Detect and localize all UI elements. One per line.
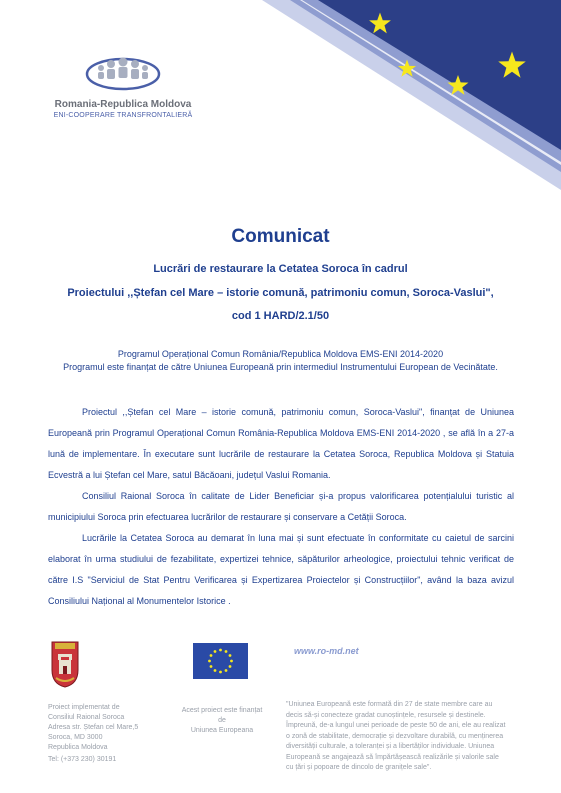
footer-left-line: Adresa str. Ștefan cel Mare,5	[48, 724, 139, 731]
subtitle-line-1: Lucrări de restaurare la Cetatea Soroca în cadrul	[153, 263, 408, 275]
page-title: Comunicat	[231, 226, 330, 247]
body-text	[48, 402, 514, 612]
program-logo	[48, 52, 198, 119]
program-line-2: Programul este finanțat de către Uniunea Europeană prin intermediul Instrumentului European de Vecinătate.	[63, 362, 498, 372]
website-link[interactable]: www.ro-md.net	[294, 646, 359, 656]
footer-eu-statement: "Uniunea Europeană este formată din 27 de state membre care au decis să-și conecteze gradat cunoștințele, resursele și destinele. Împreună, de-a lungul unei perioade de peste 50 de ani, ele au realizat o zonă de stabilitate, democrație și dezvoltare durabilă, cu menținerea diversității culturale, a toleranței și a libertăților individuale. Uniunea Europeană se angajează să împărtășească realizările și valorile sale cu țări și popoare de dincolo de granițele sale".	[286, 701, 506, 771]
subtitle-line-2: Proiectului ,,Ștefan cel Mare – istorie comună, patrimoniu comun, Soroca-Vaslui",	[67, 287, 494, 299]
program-line-1: Programul Operațional Comun România/Republica Moldova EMS-ENI 2014-2020	[117, 349, 444, 359]
eu-flag-icon	[193, 643, 248, 679]
footer-middle-line: Uniunea Europeana	[190, 727, 254, 734]
paragraph: Lucrările la Cetatea Soroca au demarat în luna mai și sunt efectuate în conformitate cu caietul de sarcini elaborat în urma studiului de fezabilitate, expertizei tehnice, săpăturilor arheologice, proiectului tehnic verificat de către I.S "Serviciul de Stat Pentru Verificarea și Expertizarea Proiectelor și Construcțiilor", având la baza avizul Consiliului Național al Monumentelor Istorice .	[48, 533, 514, 606]
logo-subtitle: ENI-COOPERARE TRANSFRONTALIERĂ	[53, 112, 193, 119]
footer-middle-line: Acest proiect este finanțat	[181, 707, 263, 714]
footer-left-line: Republica Moldova	[48, 744, 108, 751]
footer-middle-line: de	[218, 717, 226, 724]
footer-funding	[172, 706, 272, 736]
logo-title: Romania-Republica Moldova	[54, 99, 192, 110]
subtitle-line-3: cod 1 HARD/2.1/50	[231, 310, 330, 322]
paragraph: Proiectul ,,Ștefan cel Mare – istorie comună, patrimoniu comun, Soroca-Vaslui", finanțat de Uniunea Europeană prin Programul Operațional Comun România-Republica Moldova EMS-ENI 2014-2020 , se află în a 27-a lună de implementare. În executare sunt lucrările de restaurare la Cetatea Soroca, Republica Moldova și Statuia Ecvestră a lui Ștefan cel Mare, satul Băcăoani, județul Vaslui Romania.	[48, 407, 514, 480]
footer-left-line: Tel: (+373 230) 30191	[48, 756, 117, 763]
footer-left-line: Proiect implementat de	[48, 704, 120, 711]
footer-contact	[48, 703, 168, 765]
soroca-coat-of-arms-icon	[48, 640, 82, 688]
footer-left-line: Consiliul Raional Soroca	[48, 714, 125, 721]
footer-left-line: Soroca, MD 3000	[48, 734, 103, 741]
paragraph: Consiliul Raional Soroca în calitate de Lider Beneficiar și-a propus valorificarea potențialului turistic al municipiului Soroca prin efectuarea lucrărilor de restaurare și conservare a Cetății Soroca.	[48, 491, 514, 522]
people-circle-icon	[83, 52, 163, 92]
